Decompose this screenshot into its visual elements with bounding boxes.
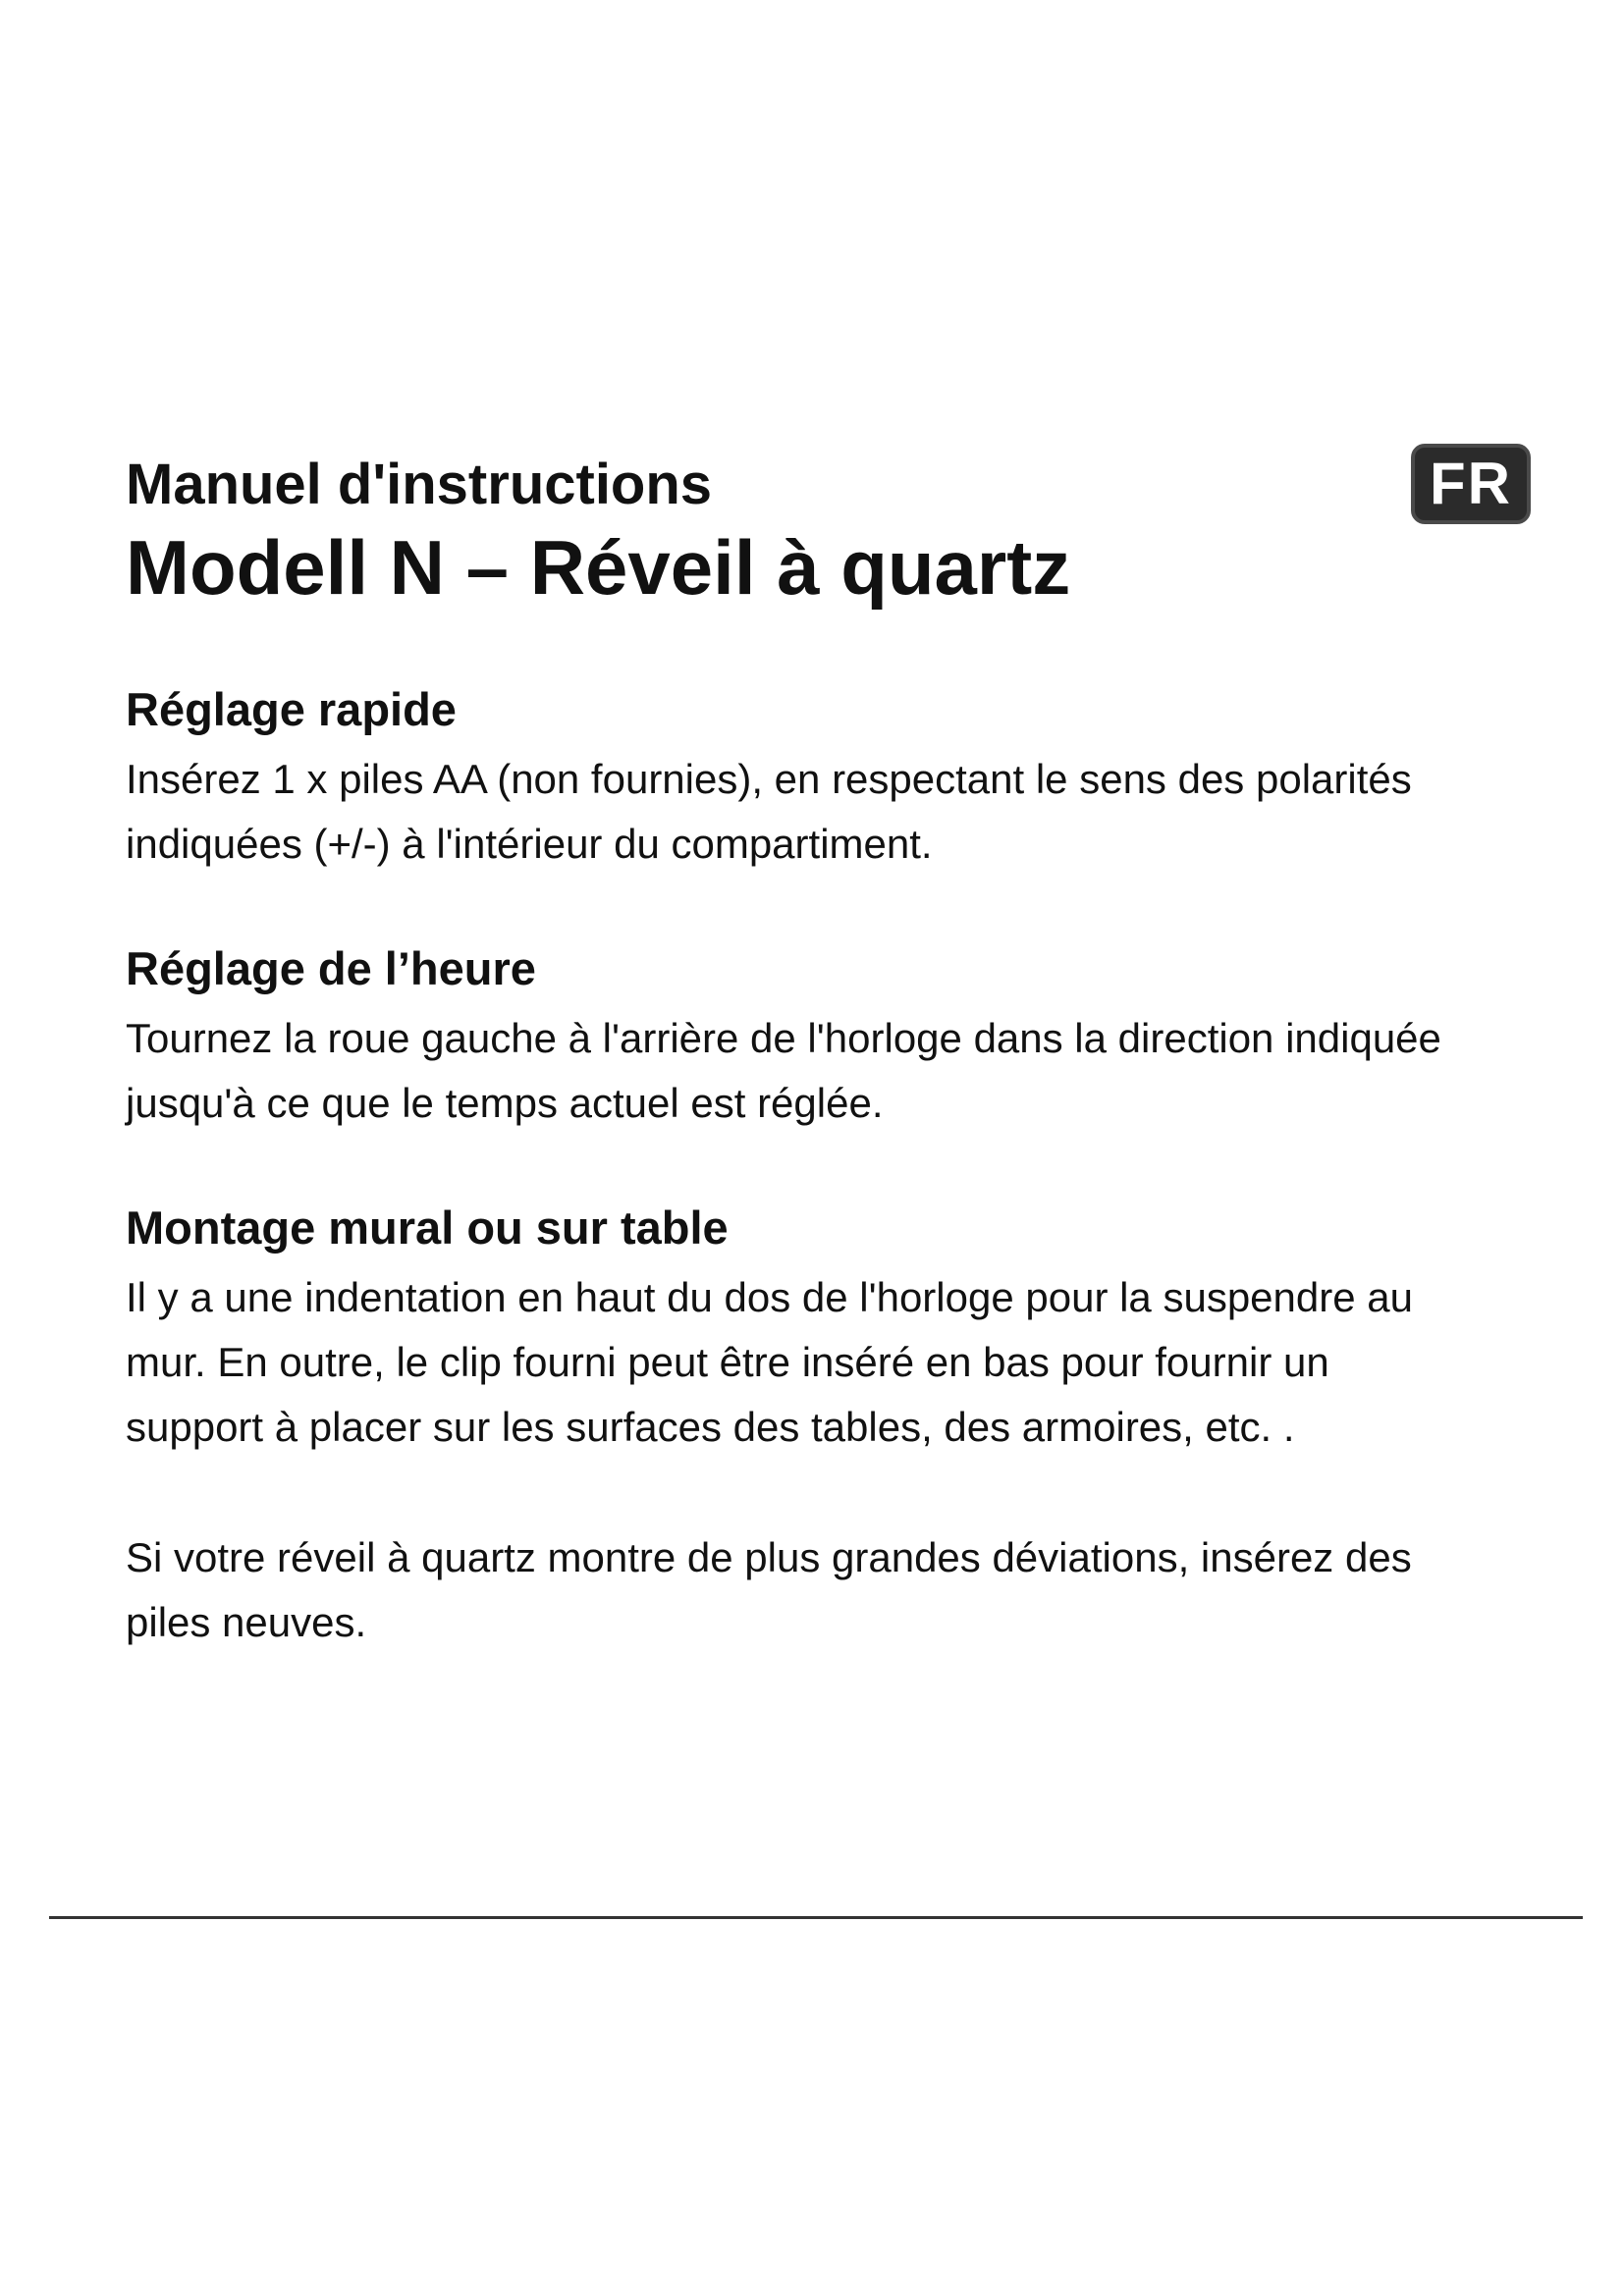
language-badge [1411,444,1531,524]
body-line: jusqu'à ce que le temps actuel est réglée. [126,1079,884,1126]
section-mounting [126,1200,1520,1460]
body-line: support à placer sur les surfaces des tables, des armoires, etc. . [126,1403,1295,1450]
body-line: Insérez 1 x piles AA (non fournies), en respectant le sens des polarités [126,755,1412,802]
body-line: indiquées (+/-) à l'intérieur du compartiment. [126,820,933,867]
section-quick-setup [126,681,1520,877]
document-kicker: Manuel d'instructions [126,453,713,516]
body-line: Tournez la roue gauche à l'arrière de l'horloge dans la direction indiquée [126,1014,1441,1061]
section-heading: Réglage rapide [126,683,457,735]
section-heading: Montage mural ou sur table [126,1201,729,1254]
body-line: Si votre réveil à quartz montre de plus grandes déviations, insérez des [126,1534,1412,1580]
language-badge-label: FR [1430,451,1512,516]
body-line: piles neuves. [126,1599,367,1645]
body-line: Il y a une indentation en haut du dos de l'horloge pour la suspendre au [126,1273,1413,1320]
section-body [126,1525,1520,1655]
section-time-setting [126,940,1520,1136]
section-battery-note [126,1525,1520,1655]
document-title: Modell N – Réveil à quartz [126,524,1071,611]
section-body [126,1006,1520,1136]
body-line: mur. En outre, le clip fourni peut être inséré en bas pour fournir un [126,1338,1329,1385]
section-body [126,1265,1520,1460]
section-body [126,747,1520,877]
footer-divider [49,1916,1583,1919]
section-heading: Réglage de l’heure [126,942,536,994]
